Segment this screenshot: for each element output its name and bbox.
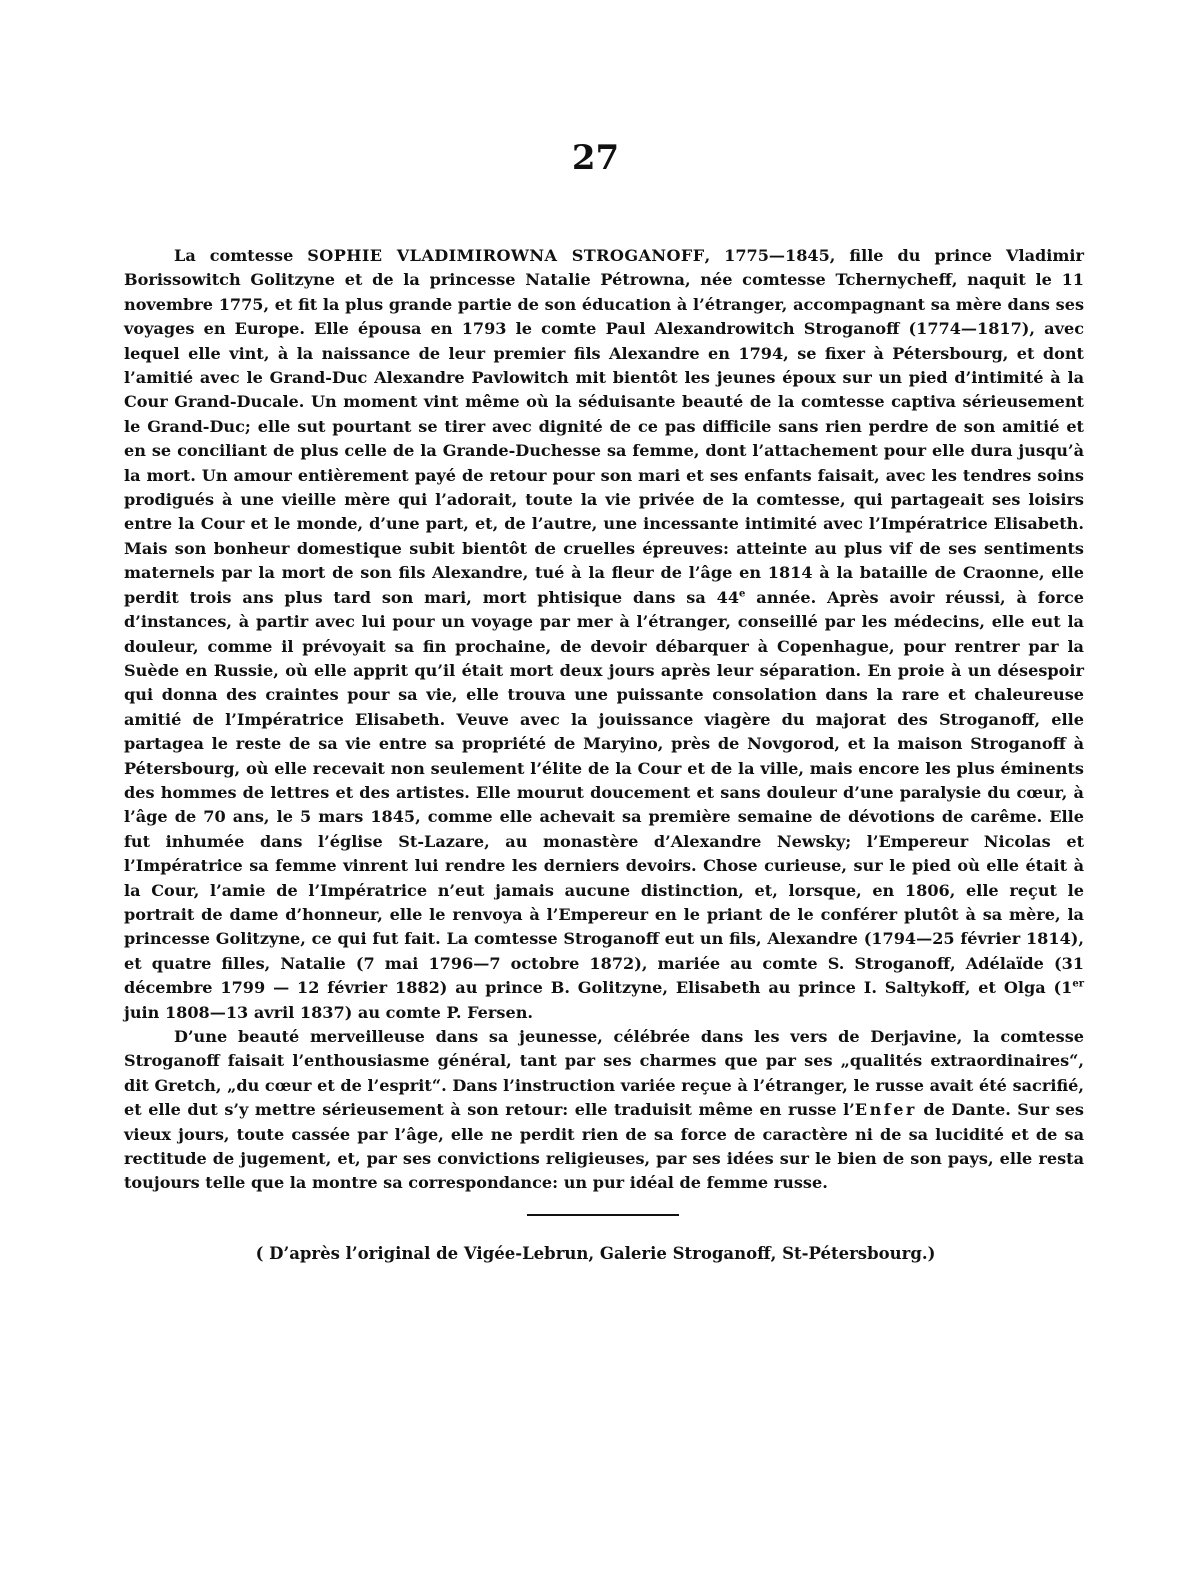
- biography-text: [124, 244, 1084, 1196]
- paragraph-1-part-c: juin 1808—13 avril 1837) au comte P. Fersen.: [124, 1002, 534, 1022]
- page-number: 27: [571, 138, 620, 178]
- intro-text: La comtesse: [174, 246, 308, 265]
- source-caption: ( D’après l’original de Vigée-Lebrun, Galerie Stroganoff, St-Pétersbourg.): [255, 1244, 936, 1263]
- work-title: Enfer: [854, 1100, 917, 1120]
- ordinal-superscript-e: e: [739, 588, 746, 600]
- section-divider: [527, 1214, 679, 1216]
- paragraph-1-part-a: , 1775—1845, fille du prince Vladimir Borissowitch Golitzyne et de la princesse Natalie Pétrowna, née comtesse Tchernycheff, naquit le 11 novembre 1775, et fit la plus grande partie de son éducation à l’étranger, accompagnant sa mère dans ses voyages en Europe. Elle épousa en 1793 le comte Paul Alexandrowitch Stroganoff (1774—1817), avec lequel elle vint, à la naissance de leur premier fils Alexandre en 1794, se fixer à Pétersbourg, et dont l’amitié avec le Grand-Duc Alexandre Pavlowitch mit bientôt les jeunes époux sur un pied d’intimité à la Cour Grand-Ducale. Un moment vint même où la séduisante beauté de la comtesse captiva sérieusement le Grand-Duc; elle sut pourtant se tirer avec dignité de ce pas difficile sans rien perdre de son amitié et en se conciliant de plus celle de la Grande-Duchesse sa femme, dont l’attachement pour elle dura jusqu’à la mort. Un amour entièrement payé de retour pour son mari et ses enfants faisait, avec les tendres soins prodigués à une vieille mère qui l’adorait, toute la vie privée de la comtesse, qui partageait ses loisirs entre la Cour et le monde, d’une part, et, de l’autre, une incessante intimité avec l’Impératrice Elisabeth. Mais son bonheur domestique subit bientôt de cruelles épreuves: atteinte au plus vif de ses sentiments maternels par la mort de son fils Alexandre, tué à la fleur de l’âge en 1814 à la bataille de Craonne, elle perdit trois ans plus tard son mari, mort phtisique dans sa 44: [124, 246, 1085, 607]
- paragraph-2-part-b: de Dante. Sur ses vieux jours, toute cassée par l’âge, elle ne perdit rien de sa force de caractère ni de sa lucidité et de sa rectitude de jugement, et, par ses convictions religieuses, par ses idées sur le bien de son pays, elle resta toujours telle que la montre sa correspondance: un pur idéal de femme russe.: [124, 1100, 1084, 1193]
- biography-paragraph-1: [124, 244, 1084, 1025]
- biography-paragraph-2: [124, 1025, 1084, 1196]
- paragraph-2-part-a: D’une beauté merveilleuse dans sa jeunesse, célébrée dans les vers de Derjavine, la comtesse Stroganoff faisait l’enthousiasme général, tant par ses charmes que par ses „qualités extraordinaires“, dit Gretch, „du cœur et de l’esprit“. Dans l’instruction variée reçue à l’étranger, le russe avait été sacrifié, et elle dut s’y mettre sérieusement à son retour: elle traduisit même en russe l’: [124, 1027, 1084, 1120]
- subject-name: SOPHIE VLADIMIROWNA STROGANOFF: [307, 246, 705, 265]
- paragraph-1-part-b: année. Après avoir réussi, à force d’instances, à partir avec lui pour un voyage par mer à l’étranger, conseillé par les médecins, elle eut la douleur, comme il prévoyait sa fin prochaine, de devoir débarquer à Copenhague, pour rentrer par la Suède en Russie, où elle apprit qu’il était mort deux jours après leur séparation. En proie à un désespoir qui donna des craintes pour sa vie, elle trouva une puissante consolation dans la rare et chaleureuse amitié de l’Impératrice Elisabeth. Veuve avec la jouissance viagère du majorat des Stroganoff, elle partagea le reste de sa vie entre sa propriété de Maryino, près de Novgorod, et la maison Stroganoff à Pétersbourg, où elle recevait non seulement l’élite de la Cour et de la ville, mais encore les plus éminents des hommes de lettres et des artistes. Elle mourut doucement et sans douleur d’une paralysie du cœur, à l’âge de 70 ans, le 5 mars 1845, comme elle achevait sa première semaine de dévotions de carême. Elle fut inhumée dans l’église St-Lazare, au monastère d’Alexandre Newsky; l’Empereur Nicolas et l’Impératrice sa femme vinrent lui rendre les derniers devoirs. Chose curieuse, sur le pied où elle était à la Cour, l’amie de l’Impératrice n’eut jamais aucune distinction, et, lorsque, en 1806, elle reçut le portrait de dame d’honneur, elle le renvoya à l’Empereur en le priant de le conférer plutôt à sa mère, la princesse Golitzyne, ce qui fut fait. La comtesse Stroganoff eut un fils, Alexandre (1794—25 février 1814), et quatre filles, Natalie (7 mai 1796—7 octobre 1872), mariée au comte S. Stroganoff, Adélaïde (31 décembre 1799 — 12 février 1882) au prince B. Golitzyne, Elisabeth au prince I. Saltykoff, et Olga (1: [124, 587, 1084, 998]
- ordinal-superscript-er: er: [1072, 978, 1084, 990]
